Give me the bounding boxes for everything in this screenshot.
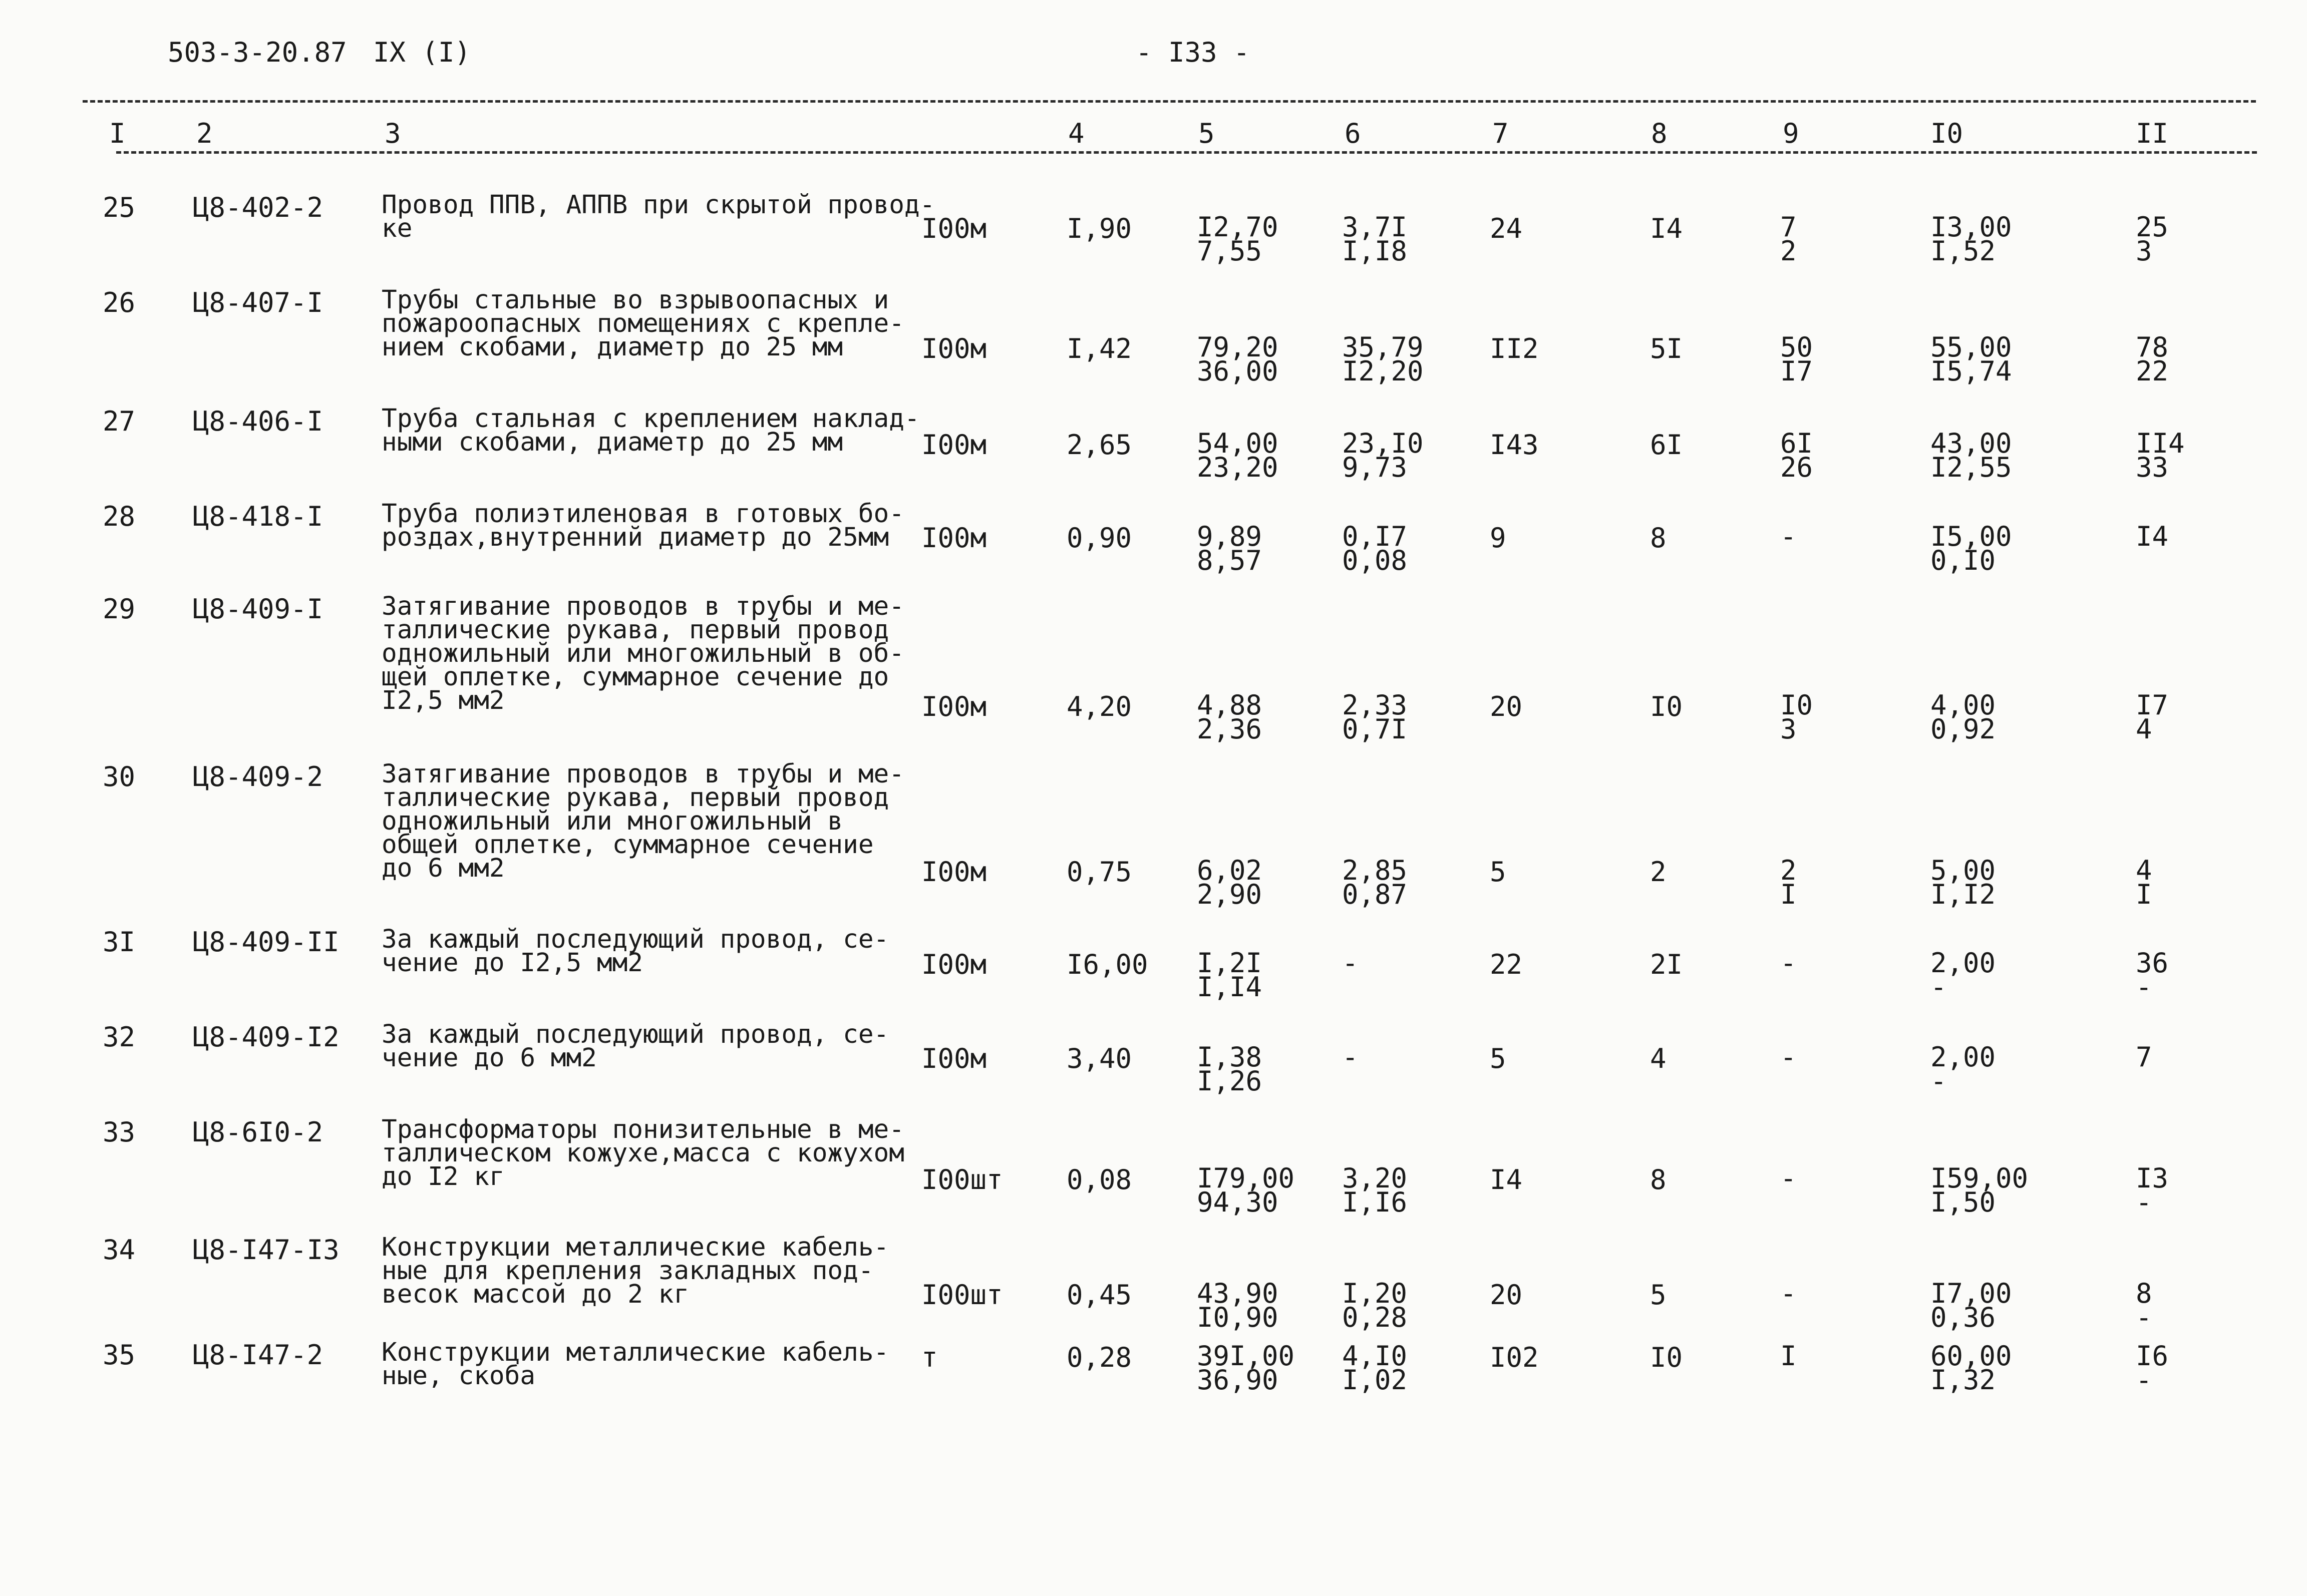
row-code: Ц8-I47-2	[193, 1339, 323, 1371]
row-description: Провод ППВ, АППВ при скрытой провод- ке	[382, 190, 935, 243]
row-col6-value: -	[1342, 947, 1359, 979]
col-header-6: 6	[1345, 118, 1361, 149]
row-number: 3I	[103, 926, 136, 958]
row-code: Ц8-402-2	[193, 192, 323, 223]
row-unit: I00м	[921, 1043, 987, 1074]
row-col10-value: I59,00 I,50	[1930, 1162, 2029, 1218]
row-number: 26	[103, 287, 136, 318]
row-quantity: 0,08	[1067, 1164, 1132, 1195]
row-quantity: 0,90	[1067, 522, 1132, 554]
row-col5-value: 6,02 2,90	[1197, 855, 1262, 910]
row-col9-value: -	[1780, 521, 1797, 552]
row-col6-value: -	[1342, 1041, 1359, 1073]
row-unit: I00м	[921, 691, 987, 722]
row-col8-value: I4	[1650, 213, 1683, 244]
row-col8-value: 4	[1650, 1043, 1667, 1074]
row-quantity: 4,20	[1067, 691, 1132, 722]
row-col5-value: 39I,00 36,90	[1197, 1340, 1295, 1396]
row-col9-value: -	[1780, 1162, 1797, 1194]
row-unit: I00шт	[921, 1164, 1003, 1195]
row-col7-value: II2	[1490, 333, 1539, 364]
row-col5-value: I79,00 94,30	[1197, 1162, 1295, 1218]
row-col10-value: 2,00 -	[1930, 1041, 1996, 1097]
row-code: Ц8-I47-I3	[193, 1234, 340, 1266]
row-col7-value: 5	[1490, 856, 1506, 888]
row-unit: I00м	[921, 949, 987, 980]
row-col6-value: 0,I7 0,08	[1342, 521, 1408, 576]
row-col7-value: 22	[1490, 949, 1523, 980]
row-col6-value: 3,7I I,I8	[1342, 211, 1408, 267]
col-header-11: II	[2136, 118, 2169, 149]
col-header-1: I	[109, 118, 126, 149]
row-col11-value: I6 -	[2136, 1340, 2169, 1396]
row-unit: I00м	[921, 856, 987, 888]
row-quantity: 0,28	[1067, 1342, 1132, 1373]
row-unit: I00м	[921, 333, 987, 364]
row-col8-value: 2	[1650, 856, 1667, 888]
row-col10-value: 2,00 -	[1930, 947, 1996, 1003]
col-header-4: 4	[1068, 118, 1085, 149]
col-header-7: 7	[1492, 118, 1509, 149]
row-col11-value: 4 I	[2136, 855, 2152, 910]
row-col6-value: 4,I0 I,02	[1342, 1340, 1408, 1396]
row-col6-value: 23,I0 9,73	[1342, 428, 1424, 483]
row-col6-value: I,20 0,28	[1342, 1278, 1408, 1333]
col-header-9: 9	[1783, 118, 1799, 149]
row-col8-value: 8	[1650, 1164, 1667, 1195]
row-description: Затягивание проводов в трубы и ме- таллические рукава, первый провод одножильный или многожильный в общей оплетке, суммарное сечение до 6 мм2	[382, 759, 904, 883]
row-number: 32	[103, 1021, 136, 1053]
row-description: Трубы стальные во взрывоопасных и пожароопасных помещениях с крепле- нием скобами, диаметр до 25 мм	[382, 285, 904, 362]
row-col7-value: I43	[1490, 429, 1539, 461]
top-rule	[83, 100, 2256, 103]
row-col5-value: I,2I I,I4	[1197, 947, 1262, 1003]
row-code: Ц8-6I0-2	[193, 1116, 323, 1148]
col-header-3: 3	[385, 118, 401, 149]
row-col9-value: -	[1780, 1278, 1797, 1309]
row-col11-value: I7 4	[2136, 689, 2169, 745]
row-col9-value: 7 2	[1780, 211, 1797, 267]
header-rule	[116, 151, 2257, 154]
row-description: Труба полиэтиленовая в готовых бо- роздах,внутренний диаметр до 25мм	[382, 499, 904, 552]
row-col9-value: 2 I	[1780, 855, 1797, 910]
row-description: Конструкции металлические кабель- ные для крепления закладных под- весок массой до 2 кг	[382, 1233, 889, 1309]
row-quantity: 2,65	[1067, 429, 1132, 461]
row-col5-value: 4,88 2,36	[1197, 689, 1262, 745]
row-col6-value: 3,20 I,I6	[1342, 1162, 1408, 1218]
row-col11-value: I3 -	[2136, 1162, 2169, 1218]
row-unit: т	[921, 1342, 938, 1373]
row-code: Ц8-409-I2	[193, 1021, 340, 1053]
row-unit: I00м	[921, 429, 987, 461]
row-col11-value: 25 3	[2136, 211, 2169, 267]
row-code: Ц8-409-2	[193, 761, 323, 792]
row-quantity: I,90	[1067, 213, 1132, 244]
row-col7-value: I02	[1490, 1342, 1539, 1373]
row-col10-value: 55,00 I5,74	[1930, 331, 2012, 387]
col-header-10: I0	[1930, 118, 1963, 149]
row-col6-value: 2,85 0,87	[1342, 855, 1408, 910]
section-label: IX (I)	[373, 37, 471, 68]
row-code: Ц8-409-I	[193, 593, 323, 625]
row-col7-value: 5	[1490, 1043, 1506, 1074]
row-col10-value: 5,00 I,I2	[1930, 855, 1996, 910]
row-col5-value: 54,00 23,20	[1197, 428, 1278, 483]
row-col10-value: I7,00 0,36	[1930, 1278, 2012, 1333]
row-col5-value: I2,70 7,55	[1197, 211, 1278, 267]
row-description: За каждый последующий провод, се- чение до I2,5 мм2	[382, 925, 889, 978]
row-number: 27	[103, 406, 136, 437]
row-code: Ц8-409-II	[193, 926, 340, 958]
row-quantity: I,42	[1067, 333, 1132, 364]
row-col11-value: 7	[2136, 1041, 2152, 1073]
row-quantity: I6,00	[1067, 949, 1148, 980]
row-code: Ц8-407-I	[193, 287, 323, 318]
row-col9-value: 6I 26	[1780, 428, 1813, 483]
row-col10-value: 4,00 0,92	[1930, 689, 1996, 745]
row-col11-value: I4	[2136, 521, 2169, 552]
row-number: 35	[103, 1339, 136, 1371]
row-col9-value: I0 3	[1780, 689, 1813, 745]
row-col5-value: I,38 I,26	[1197, 1041, 1262, 1097]
row-quantity: 3,40	[1067, 1043, 1132, 1074]
row-col9-value: -	[1780, 1041, 1797, 1073]
row-col11-value: 8 -	[2136, 1278, 2152, 1333]
row-unit: I00м	[921, 213, 987, 244]
row-code: Ц8-418-I	[193, 501, 323, 532]
row-col5-value: 9,89 8,57	[1197, 521, 1262, 576]
row-number: 28	[103, 501, 136, 532]
row-description: Трансформаторы понизительные в ме- таллическом кожухе,масса с кожухом до I2 кг	[382, 1115, 904, 1191]
row-col7-value: 9	[1490, 522, 1506, 554]
row-col8-value: 6I	[1650, 429, 1683, 461]
row-number: 33	[103, 1116, 136, 1148]
row-col5-value: 43,90 I0,90	[1197, 1278, 1278, 1333]
row-col7-value: 20	[1490, 1279, 1523, 1311]
row-number: 25	[103, 192, 136, 223]
row-number: 29	[103, 593, 136, 625]
row-col6-value: 35,79 I2,20	[1342, 331, 1424, 387]
row-number: 34	[103, 1234, 136, 1266]
row-description: Труба стальная с креплением наклад- ными скобами, диаметр до 25 мм	[382, 404, 920, 457]
row-quantity: 0,75	[1067, 856, 1132, 888]
row-col5-value: 79,20 36,00	[1197, 331, 1278, 387]
row-col9-value: I	[1780, 1340, 1797, 1372]
col-header-2: 2	[196, 118, 213, 149]
row-col10-value: I5,00 0,I0	[1930, 521, 2012, 576]
row-col10-value: 43,00 I2,55	[1930, 428, 2012, 483]
row-col8-value: I0	[1650, 1342, 1683, 1373]
page-number: - I33 -	[1136, 37, 1250, 68]
row-description: Затягивание проводов в трубы и ме- таллические рукава, первый провод одножильный или многожильный в об- щей оплетке, суммарное сечение до I2,5 мм2	[382, 592, 904, 715]
row-col8-value: 8	[1650, 522, 1667, 554]
row-col8-value: 5I	[1650, 333, 1683, 364]
row-col7-value: 24	[1490, 213, 1523, 244]
row-col8-value: I0	[1650, 691, 1683, 722]
row-col6-value: 2,33 0,7I	[1342, 689, 1408, 745]
row-col8-value: 5	[1650, 1279, 1667, 1311]
row-col10-value: I3,00 I,52	[1930, 211, 2012, 267]
row-col9-value: 50 I7	[1780, 331, 1813, 387]
row-unit: I00м	[921, 522, 987, 554]
row-quantity: 0,45	[1067, 1279, 1132, 1311]
col-header-5: 5	[1198, 118, 1215, 149]
row-code: Ц8-406-I	[193, 406, 323, 437]
row-col7-value: I4	[1490, 1164, 1523, 1195]
col-header-8: 8	[1651, 118, 1668, 149]
row-col7-value: 20	[1490, 691, 1523, 722]
row-col10-value: 60,00 I,32	[1930, 1340, 2012, 1396]
row-col11-value: II4 33	[2136, 428, 2185, 483]
document-code: 503-3-20.87	[168, 37, 347, 68]
row-col9-value: -	[1780, 947, 1797, 979]
row-description: Конструкции металлические кабель- ные, скоба	[382, 1338, 889, 1391]
row-number: 30	[103, 761, 136, 792]
row-col8-value: 2I	[1650, 949, 1683, 980]
row-col11-value: 78 22	[2136, 331, 2169, 387]
row-description: За каждый последующий провод, се- чение до 6 мм2	[382, 1020, 889, 1073]
row-col11-value: 36 -	[2136, 947, 2169, 1003]
row-unit: I00шт	[921, 1279, 1003, 1311]
